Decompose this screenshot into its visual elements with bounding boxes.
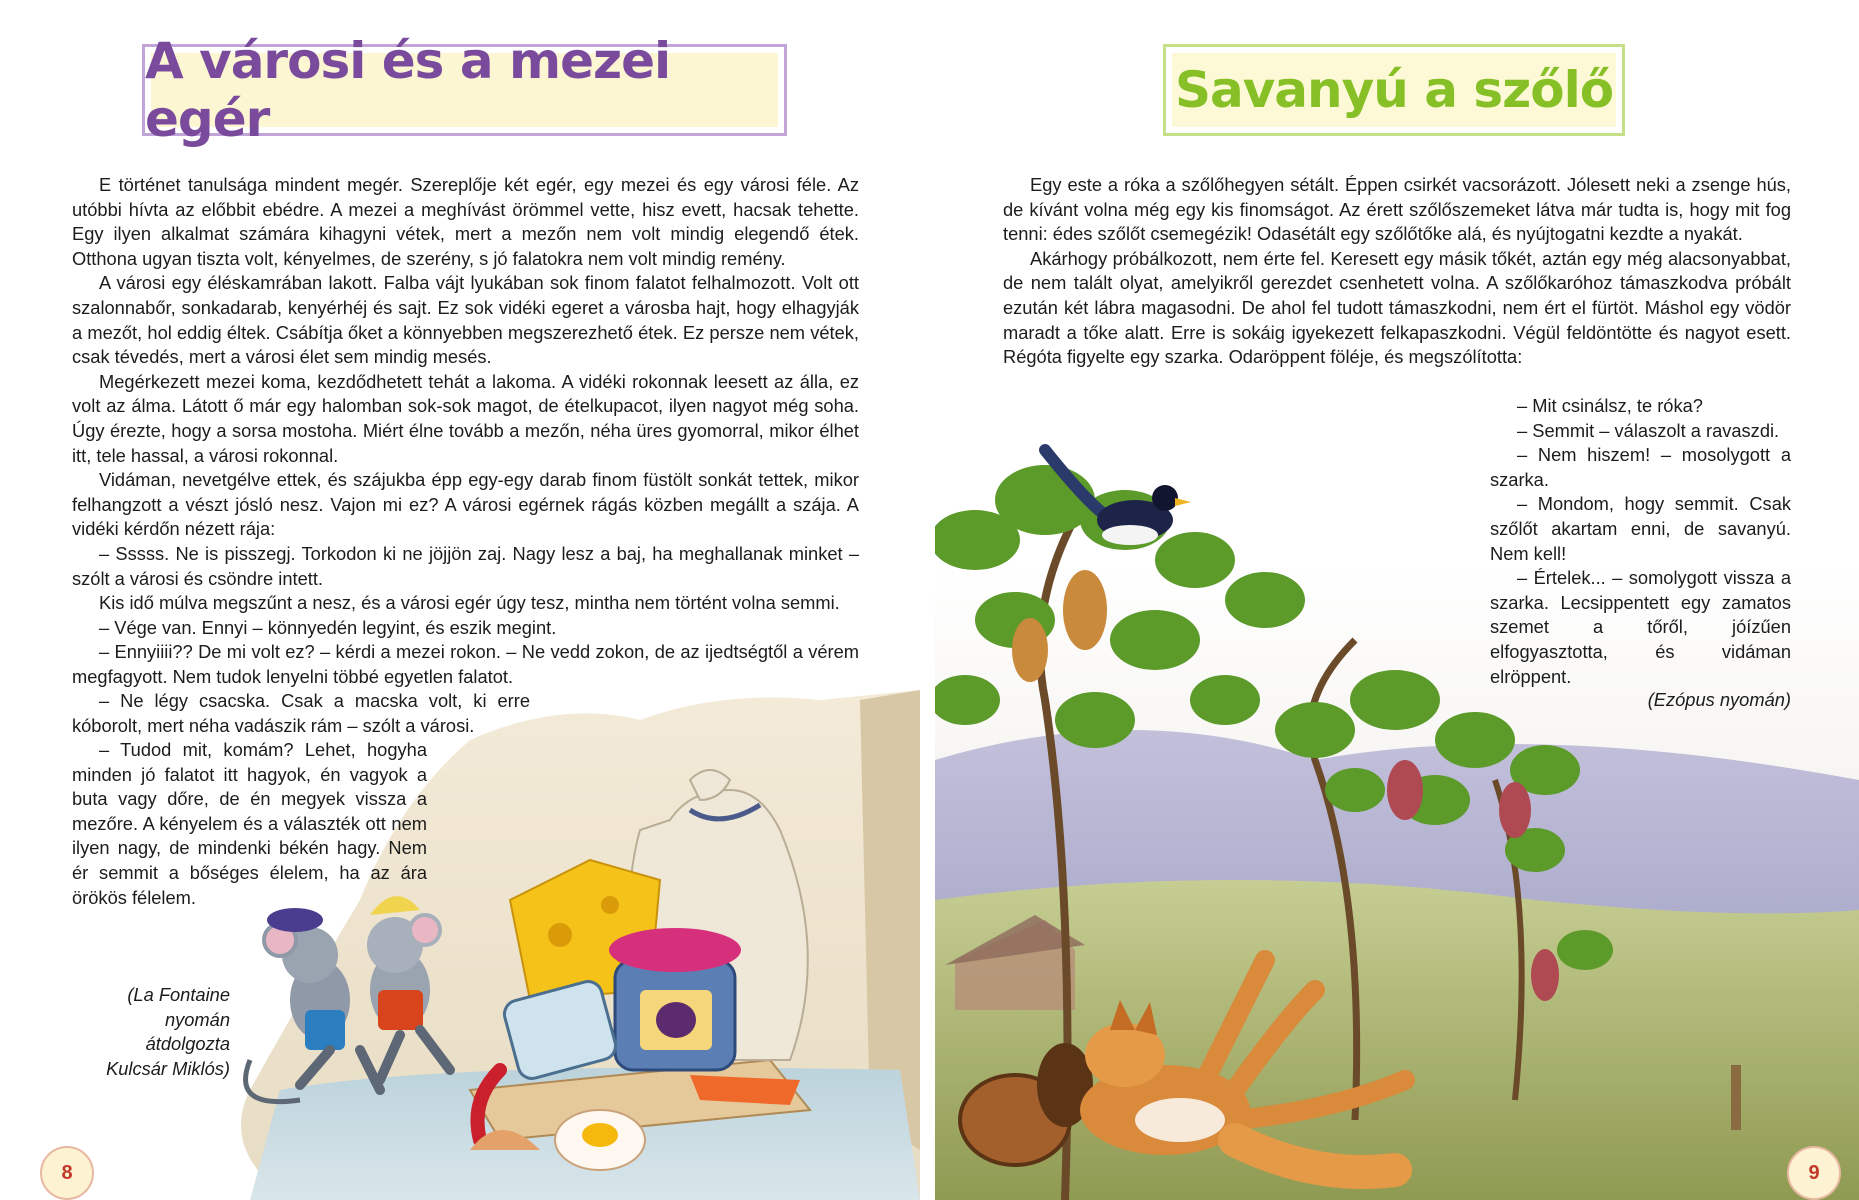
paragraph: E történet tanulsága mindent megér. Szereplője két egér, egy mezei és egy városi féle. Az utóbbi hívta az előbbit ebédre. A mezei a meghívást örömmel vette, hisz evett, hacsak tehette. Egy ilyen alkalmat számára kihagyni vétek, mert a mezőn nem volt mindig elegendő étek. Otthona ugyan tiszta volt, kényelmes, de szerény, s jó falatokra nem volt mindig remény. [72,174,859,269]
paragraph: – Vége van. Ennyi – könnyedén legyint, és eszik megint. [99,616,557,638]
story-body-narrow-2 [72,738,427,910]
paragraph: – Tudod mit, komám? Lehet, hogyha minden jó falatot itt hagyok, én vagyok a buta vagy dőre, de én megyek vissza a mezőre. A kényelem és a választék ott nem ilyen nagy, de mindenki békén hagy. Nem ér semmit a bőséges élelem, ha az ára örökös félelem. [72,739,427,908]
paragraph: Egy este a róka a szőlőhegyen sétált. Éppen csirkét vacsorázott. Jólesett neki a zsenge hús, de kívánt volna még egy kis finomságot. Az érett szőlőszemeket látva már tudta is, hogy mit fog tenni: édes szőlőt csemegézik! Odasétált egy szőlőtőke alá, és nyújtogatni kezdte a nyakát. [1003,174,1791,245]
paragraph: Megérkezett mezei koma, kezdődhetett tehát a lakoma. A vidéki rokonnak leesett az álla, ez volt az álma. Látott ő már egy halomban sok-sok magot, de ételkupacot, ilyen nagyot még soha. Úgy érezte, hogy a sorsa mostoha. Miért élne tovább a mezőn, néha üres gyomorral, mikor élhet itt, tele hassal, a városi rokonnal. [72,370,859,466]
story-title-box [1163,44,1625,136]
page-number: 9 [1787,1146,1841,1200]
paragraph: – Mondom, hogy semmit. Csak szőlőt akartam enni, de savanyú. Nem kell! [1490,493,1791,564]
story-title: Savanyú a szőlő [1174,61,1614,119]
story-body-narrow-1 [72,689,530,738]
paragraph: Akárhogy próbálkozott, nem érte fel. Keresett egy másik tőkét, aztán egy még alacsonyabbat, de nem talált olyat, amelyikről gerezdet csenhetett volna. A szőlőkaróhoz támaszkodva próbált ezután két lábra magasodni. De ahol fel tudott támaszkodni, nem ért el fürtöt. Máshol egy vödör maradt a tőke alatt. Erre is sokáig igyekezett felkapaszkodni. Végül feldöntötte és nagyot esett. Régóta figyelte egy szarka. Odaröppent föléje, és megszólította: [1003,247,1791,368]
story-credit: (Ezópus nyomán) [1647,689,1791,710]
paragraph: Kis idő múlva megszűnt a nesz, és a városi egér úgy tesz, mintha nem történt volna semmi. [99,592,840,614]
paragraph: Vidáman, nevetgélve ettek, és szájukba épp egy-egy darab finom füstölt sonkát tettek, mikor felhangzott a vészt jósló nesz. Vajon mi ez? A városi egérnek rágás közben megállt a szája. A vidéki kérdőn nézett rája: [72,469,859,540]
paragraph: – Nem hiszem! – mosolygott a szarka. [1490,444,1791,490]
story-credit: (La Fontaine nyomán átdolgozta Kulcsár Miklós) [106,984,230,1079]
page-number: 8 [40,1146,94,1200]
paragraph: – Semmit – válaszolt a ravaszdi. [1517,419,1780,441]
paragraph: – Sssss. Ne is pisszegj. Torkodon ki ne jöjjön zaj. Nagy lesz a baj, ha meghallanak minket – szólt a városi és csöndre intett. [72,542,859,589]
paragraph: – Értelek... – somolygott vissza a szarka. Lecsippentett egy zamatos szemet a tőről, jóízűen elfogyasztotta, és vidáman elröppent. [1490,567,1791,687]
right-page [935,0,1859,1200]
paragraph: A városi egy éléskamrában lakott. Falba vájt lyukában sok finom falatot felhalmozott. Volt ott szalonnabőr, sonkadarab, kenyérhéj és sajt. Ez sok vidéki egeret a városba hajt, hogy elhagyják a mezőt, hol eddig éltek. Csábítja őket a könnyebben megszerezhető étek. Ez persze nem vétek, csak tévedés, mert a városi élet sem mindig mesés. [72,272,859,368]
paragraph: – Ne légy csacska. Csak a macska volt, ki erre kóborolt, mert néha vadászik rám – szólt a városi. [72,690,530,736]
story-body [72,173,859,689]
story-title: A városi és a mezei egér [145,32,671,148]
story-dialog [1490,394,1791,689]
paragraph: – Ennyiiii?? De mi volt ez? – kérdi a mezei rokon. – Ne vedd zokon, de az ijedtségtől a vérem megfagyott. Nem tudok lenyelni többé egyetlen falatot. [72,641,859,687]
story-body [1003,173,1791,370]
paragraph: – Mit csinálsz, te róka? [1517,395,1703,416]
story-title-box [142,32,787,148]
